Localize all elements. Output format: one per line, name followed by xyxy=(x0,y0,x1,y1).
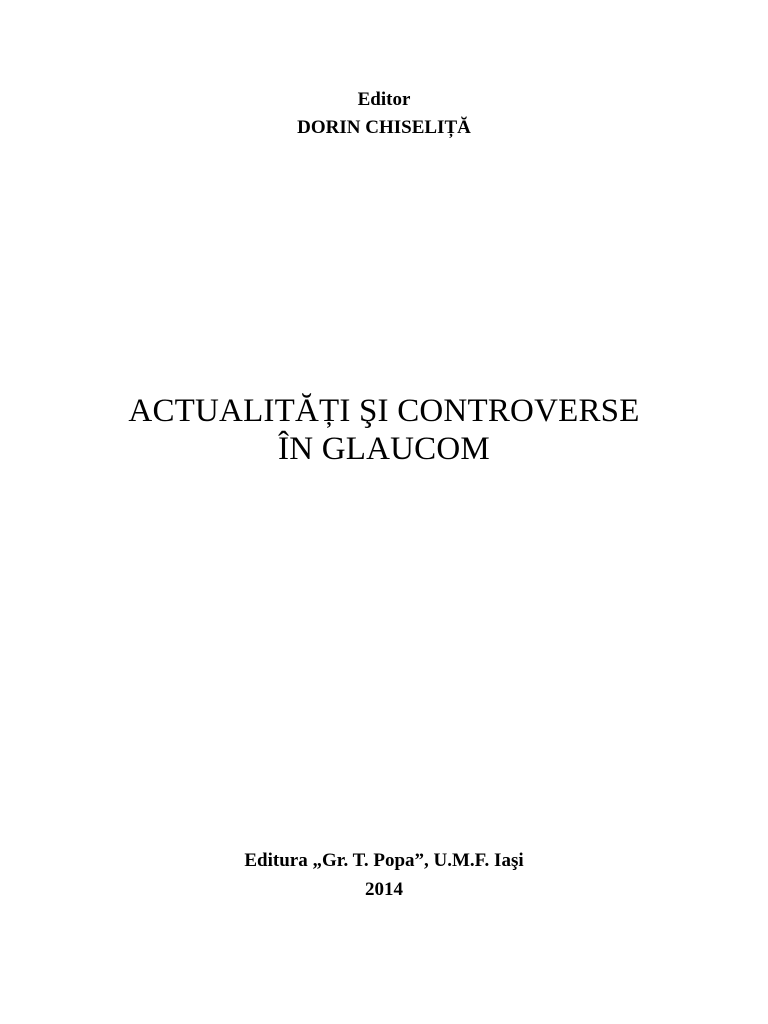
editor-name: DORIN CHISELIȚĂ xyxy=(297,117,471,138)
imprint-block xyxy=(0,846,768,904)
editor-block xyxy=(0,86,768,142)
book-title xyxy=(0,392,768,468)
editor-role: Editor xyxy=(357,89,411,110)
publisher-name: Editura „Gr. T. Popa”, U.M.F. Iaşi xyxy=(244,850,524,871)
book-title-line-2: ÎN GLAUCOM xyxy=(278,431,490,467)
publication-year: 2014 xyxy=(365,879,403,900)
book-title-line-1: ACTUALITĂȚI ŞI CONTROVERSE xyxy=(128,393,640,429)
